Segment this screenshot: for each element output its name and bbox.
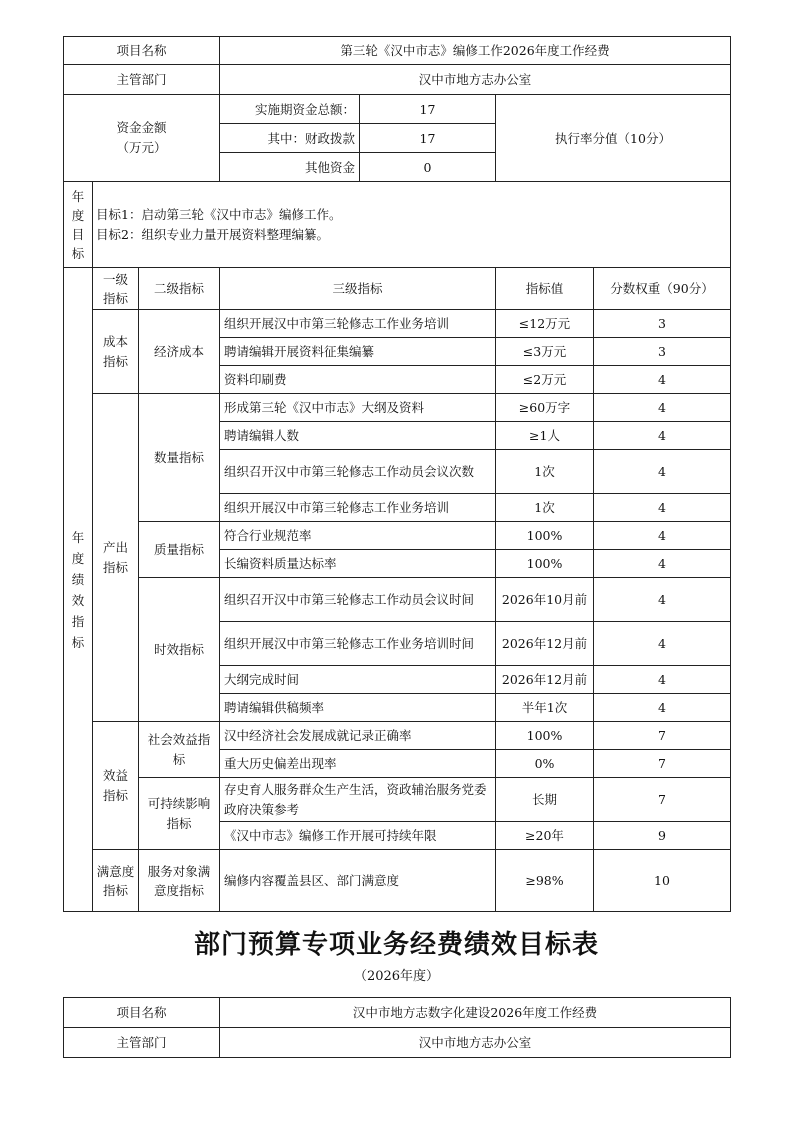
table-row-value: ≤2万元 [496, 366, 594, 394]
table-row-weight: 4 [594, 422, 731, 450]
performance-table [63, 36, 731, 912]
page-title: 部门预算专项业务经费绩效目标表 [193, 930, 599, 960]
table-row-name: 重大历史偏差出现率 [220, 750, 496, 778]
table-row-weight: 4 [594, 694, 731, 722]
level2-quantity: 数量指标 [139, 394, 220, 522]
table-row-value: ≥98% [496, 850, 594, 912]
table-row-value: 长期 [496, 778, 594, 822]
level2-timeliness: 时效指标 [139, 578, 220, 722]
table-row-weight: 4 [594, 366, 731, 394]
dept-label-2: 主管部门 [64, 1028, 220, 1058]
fund-other-value: 0 [360, 153, 496, 182]
dept-label: 主管部门 [64, 65, 220, 95]
table-row-weight: 3 [594, 310, 731, 338]
table-row-name: 编修内容覆盖县区、部门满意度 [220, 850, 496, 912]
table-row-weight: 4 [594, 450, 731, 494]
project-name-value-2: 汉中市地方志数字化建设2026年度工作经费 [220, 998, 731, 1028]
fund-total-value: 17 [360, 95, 496, 124]
table-row-name [220, 310, 496, 338]
table-row-name [220, 494, 496, 522]
table-row-name: 组织召开汉中市第三轮修志工作动员会议时间 [220, 578, 496, 622]
table-row-value: 100% [496, 550, 594, 578]
table-row-value: 100% [496, 522, 594, 550]
fund-fiscal-label: 其中：财政拨款 [220, 124, 360, 153]
table-row-weight: 4 [594, 622, 731, 666]
level2-quality: 质量指标 [139, 522, 220, 578]
table-row-name: 组织开展汉中市第三轮修志工作业务培训时间 [220, 622, 496, 666]
goal-2: 目标2：组织专业力量开展资料整理编纂。 [96, 226, 329, 242]
fund-fiscal-value: 17 [360, 124, 496, 153]
goal-1: 目标1：启动第三轮《汉中市志》编修工作。 [96, 206, 342, 222]
row-name-text: 组织开展汉中市第三轮修志工作业务培训 [224, 500, 450, 515]
table-row-name: 长编资料质量达标率 [220, 550, 496, 578]
table-row-weight: 10 [594, 850, 731, 912]
row-name-text: 组织开展汉中市第三轮修志工作业务培训 [224, 316, 450, 331]
annual-goals [93, 182, 731, 268]
header-level1: 一级指标 [93, 268, 139, 310]
table-row-value: ≤3万元 [496, 338, 594, 366]
table-row-value: ≥20年 [496, 822, 594, 850]
dept-value-2: 汉中市地方志办公室 [220, 1028, 731, 1058]
table-row-weight: 4 [594, 666, 731, 694]
page-subtitle: （2026年度） [353, 969, 440, 984]
table-row-value: 1次 [496, 494, 594, 522]
level2-service-satisfaction: 服务对象满意度指标 [139, 850, 220, 912]
project-name-label-2: 项目名称 [64, 998, 220, 1028]
table-row-weight: 3 [594, 338, 731, 366]
table-row-value: 半年1次 [496, 694, 594, 722]
header-level2: 二级指标 [139, 268, 220, 310]
table-row-value: 0% [496, 750, 594, 778]
header-value: 指标值 [496, 268, 594, 310]
table-row-name: 存史育人服务群众生产生活，资政辅治服务党委政府决策参考 [220, 778, 496, 822]
table-row-name: 聘请编辑人数 [220, 422, 496, 450]
table-row-weight: 9 [594, 822, 731, 850]
fund-amount-label: 资金金额 （万元） [64, 95, 220, 182]
exec-rate-label: 执行率分值（10分） [496, 95, 731, 182]
table-row-weight: 4 [594, 522, 731, 550]
fund-total-label: 实施期资金总额： [220, 95, 360, 124]
table-row-weight: 4 [594, 578, 731, 622]
table-row-value: ≤12万元 [496, 310, 594, 338]
table-row-name: 符合行业规范率 [220, 522, 496, 550]
level1-output: 产出指标 [93, 394, 139, 722]
second-project-table [63, 997, 731, 1058]
table-row-value: 2026年12月前 [496, 666, 594, 694]
annual-goal-label [64, 182, 93, 268]
fund-other-label: 其他资金 [220, 153, 360, 182]
table-row-name: 形成第三轮《汉中市志》大纲及资料 [220, 394, 496, 422]
annual-goal-text: 年度目标 [71, 188, 85, 261]
level2-social-benefit: 社会效益指标 [139, 722, 220, 778]
table-row-weight: 7 [594, 778, 731, 822]
dept-value: 汉中市地方志办公室 [220, 65, 731, 95]
level2-sustainable: 可持续影响指标 [139, 778, 220, 850]
level1-benefit: 效益指标 [93, 722, 139, 850]
table-row-name: 大纲完成时间 [220, 666, 496, 694]
table-row-value: ≥1人 [496, 422, 594, 450]
project-name-value: 第三轮《汉中市志》编修工作2026年度工作经费 [220, 37, 731, 65]
level2-economic-cost: 经济成本 [139, 310, 220, 394]
level1-satisfaction: 满意度指标 [93, 850, 139, 912]
table-row-name: 《汉中市志》编修工作开展可持续年限 [220, 822, 496, 850]
table-row-name: 聘请编辑供稿频率 [220, 694, 496, 722]
header-weight: 分数权重（90分） [594, 268, 731, 310]
table-row-value: ≥60万字 [496, 394, 594, 422]
table-row-weight: 7 [594, 722, 731, 750]
table-row-weight: 4 [594, 394, 731, 422]
table-row-value: 1次 [496, 450, 594, 494]
perf-label [64, 268, 93, 912]
table-row-weight: 4 [594, 494, 731, 522]
table-row-name: 组织召开汉中市第三轮修志工作动员会议次数 [220, 450, 496, 494]
table-row-name: 聘请编辑开展资料征集编纂 [220, 338, 496, 366]
table-row-value: 100% [496, 722, 594, 750]
header-level3: 三级指标 [220, 268, 496, 310]
table-row-name: 资料印刷费 [220, 366, 496, 394]
perf-label-text: 年度绩效指标 [71, 529, 85, 650]
table-row-weight: 7 [594, 750, 731, 778]
table-row-weight: 4 [594, 550, 731, 578]
level1-cost: 成本指标 [93, 310, 139, 394]
project-name-label: 项目名称 [64, 37, 220, 65]
table-row-name: 汉中经济社会发展成就记录正确率 [220, 722, 496, 750]
table-row-value: 2026年10月前 [496, 578, 594, 622]
table-row-value: 2026年12月前 [496, 622, 594, 666]
